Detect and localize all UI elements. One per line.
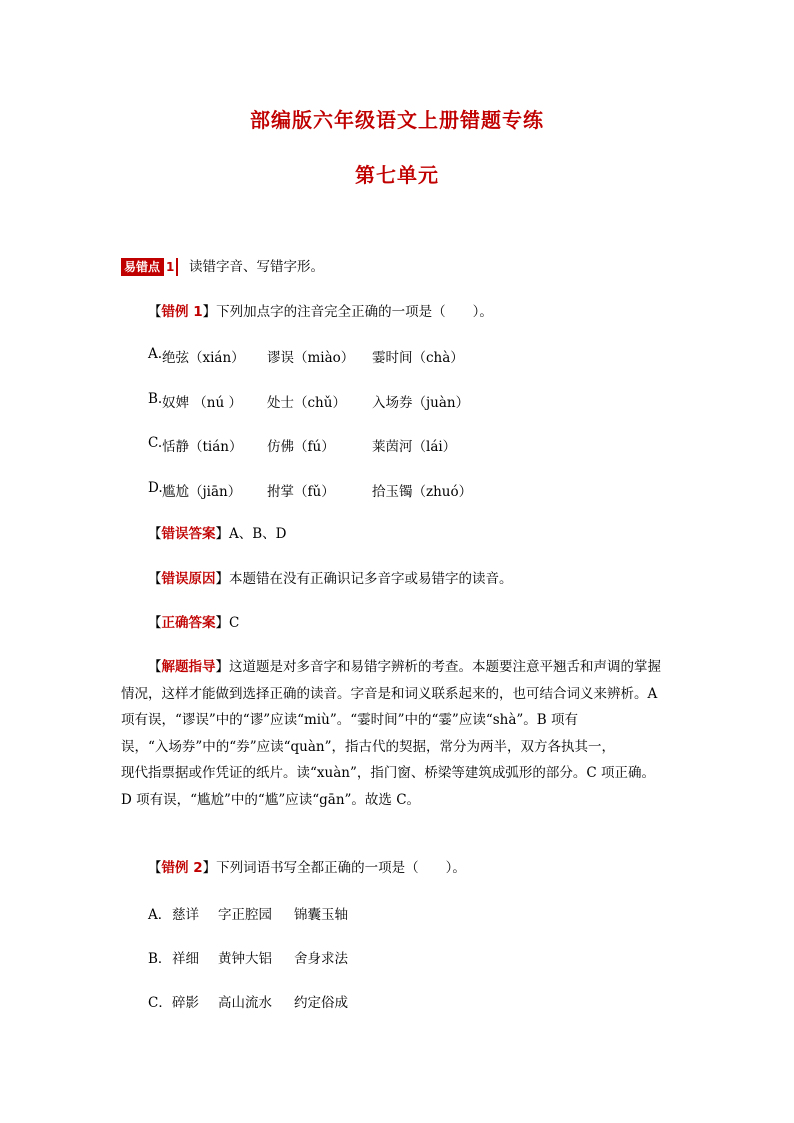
- option-word: 尴尬（jiān）: [162, 484, 242, 500]
- option-letter: A．: [148, 907, 172, 923]
- option-word: 奴婢 （nú ）: [162, 395, 242, 411]
- wrong-reason: 本题错在没有正确识记多音字或易错字的读音。: [229, 571, 513, 587]
- example1-question-line: 【错例 1】下列加点字的注音完全正确的一项是（ ）。: [148, 304, 493, 320]
- option-word: 处士（chǔ）: [267, 395, 346, 411]
- wrong-reason-line: 【错误原因】本题错在没有正确识记多音字或易错字的读音。: [148, 571, 513, 587]
- example1-question: 下列加点字的注音完全正确的一项是（ ）。: [216, 304, 493, 320]
- option-word: 拊掌（fǔ）: [267, 484, 335, 500]
- section-heading: 读错字音、写错字形。: [189, 259, 324, 275]
- wrong-reason-label: 错误原因: [161, 571, 216, 587]
- example2-question-line: 【错例 2】下列词语书写全都正确的一项是（ ）。: [148, 860, 466, 876]
- option-letter: C.: [148, 435, 163, 451]
- guide-line-1: 【解题指导】这道题是对多音字和易错字辨析的考查。本题要注意平翘舌和声调的掌握: [148, 659, 661, 675]
- option-word: 慈详: [172, 907, 199, 923]
- correct-answer-label: 正确答案: [161, 615, 216, 631]
- option-word: 黄钟大铝: [218, 951, 272, 967]
- guide-line-2: 情况，这样才能做到选择正确的读音。字音是和词义联系起来的，也可结合词义来辨析。A: [121, 685, 658, 702]
- guide-line-4: 误，“入场券”中的“券”应读“quàn”，指古代的契据，常分为两半，双方各执其一，: [121, 738, 615, 755]
- option-word: 恬静（tián）: [162, 439, 243, 455]
- guide-line-6: D 项有误，“尴尬”中的“尴”应读“gān”。故选 C。: [121, 791, 421, 808]
- option-word: 祥细: [172, 951, 199, 967]
- option-word: 锦囊玉轴: [294, 907, 348, 923]
- option-word: 约定俗成: [294, 995, 348, 1011]
- option-word: 舍身求法: [294, 951, 348, 967]
- wrong-answer: A、B、D: [229, 526, 287, 542]
- option-word: 字正腔园: [218, 907, 272, 923]
- option-word: 入场券（juàn）: [372, 395, 470, 411]
- option-letter: B.: [148, 391, 163, 407]
- option-word: 莱茵河（lái）: [372, 439, 457, 455]
- option-word: 高山流水: [218, 995, 272, 1011]
- option-word: 拾玉镯（zhuó）: [372, 484, 473, 500]
- option-letter: B．: [148, 951, 172, 967]
- example2-label: 错例 2: [161, 860, 203, 876]
- guide-paragraph: [121, 654, 676, 813]
- example2-question: 下列词语书写全都正确的一项是（ ）。: [216, 860, 466, 876]
- unit-title: 第七单元: [355, 163, 439, 187]
- wrong-answer-label: 错误答案: [161, 526, 216, 542]
- page-title: 部编版六年级语文上册错题专练: [250, 108, 544, 132]
- option-word: 碎影: [172, 995, 199, 1011]
- correct-answer: C: [229, 615, 240, 631]
- correct-answer-line: 【正确答案】C: [148, 615, 240, 631]
- error-point-tag-label: 易错点: [124, 260, 161, 274]
- option-word: 霎时间（chà）: [372, 350, 464, 366]
- option-letter: D.: [148, 480, 163, 496]
- error-point-tag-number: 1: [162, 258, 176, 276]
- example1-label: 错例 1: [161, 304, 203, 320]
- guide-line-3: 项有误，“谬误”中的“谬”应读“miù”。“霎时间”中的“霎”应读“shà”。B 项有: [121, 712, 579, 728]
- option-letter: A.: [148, 346, 163, 362]
- option-letter: C．: [148, 995, 172, 1011]
- guide-label: 解题指导: [161, 659, 216, 675]
- error-point-tag: [121, 258, 178, 276]
- guide-line-5: 现代指票据或作凭证的纸片。读“xuàn”，指门窗、桥梁等建筑成弧形的部分。C 项正确。: [121, 765, 655, 781]
- option-word: 仿佛（fú）: [267, 439, 335, 455]
- option-word: 谬误（miào）: [267, 350, 355, 366]
- wrong-answer-line: 【错误答案】A、B、D: [148, 526, 287, 542]
- option-word: 绝弦（xián）: [162, 350, 245, 366]
